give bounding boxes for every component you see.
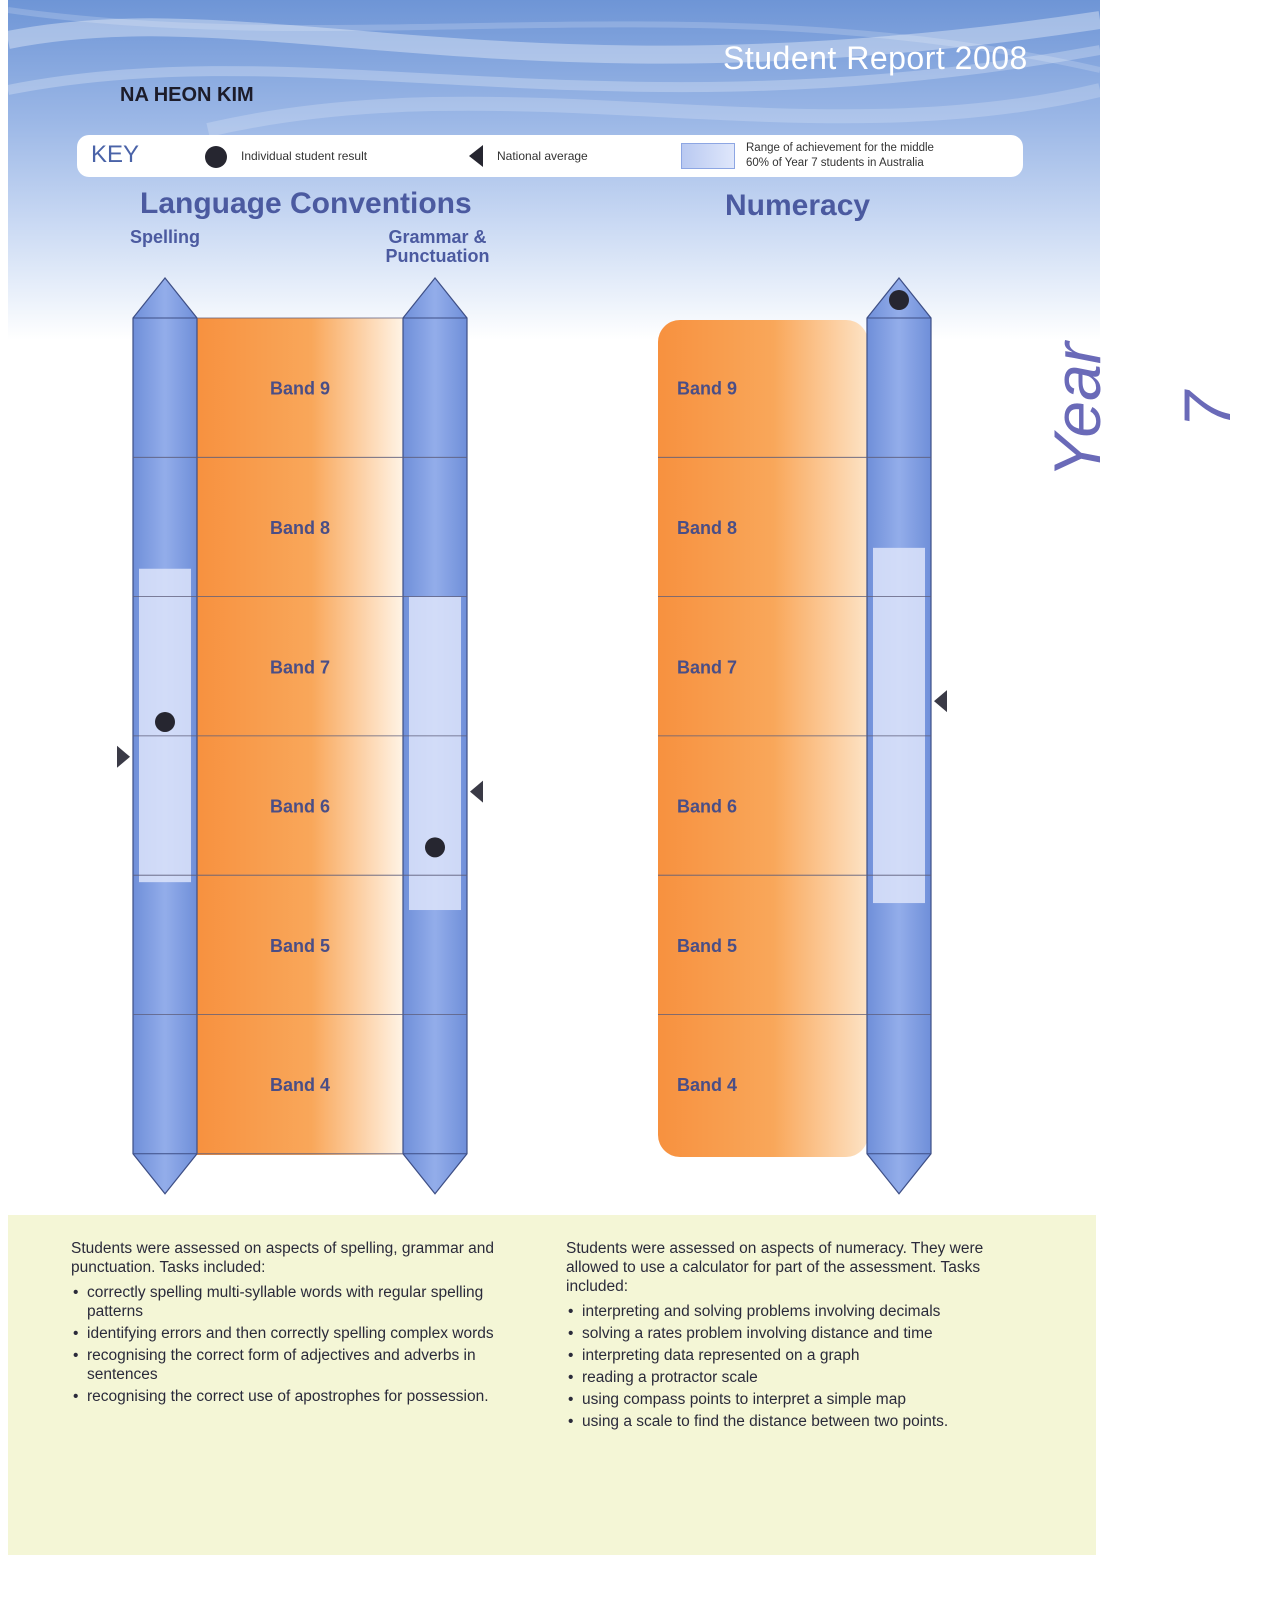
language-band-label: Band 6 (269, 796, 331, 817)
numeracy-national-average-marker (934, 690, 947, 712)
list-item: • recognising the correct form of adjectives and adverbs in sentences (71, 1346, 521, 1384)
key-range-label-line2: 60% of Year 7 students in Australia (746, 157, 924, 169)
grammar-punctuation-national-average-marker (470, 781, 483, 803)
report-title: Student Report 2008 (723, 40, 1028, 76)
language-description (71, 1239, 521, 1409)
numeracy-description (566, 1239, 1016, 1434)
language-description-intro: Students were assessed on aspects of spelling, grammar and punctuation. Tasks included: (71, 1240, 495, 1276)
key-title: KEY (91, 141, 140, 168)
numeracy-student-result-dot (889, 290, 909, 310)
numeracy-title: Numeracy (725, 189, 871, 222)
numeracy-middle-range (873, 548, 925, 903)
list-item: • using a scale to find the distance between two points. (566, 1412, 1016, 1431)
spelling-label: Spelling (129, 227, 200, 247)
grammar-label-line1: Grammar & (388, 227, 487, 247)
list-item: • correctly spelling multi-syllable words with regular spelling patterns (71, 1283, 521, 1321)
grammar-label-line2: Punctuation (385, 246, 490, 266)
numeracy-band-label: Band 4 (676, 1075, 738, 1096)
grammar-punctuation-middle-range (409, 597, 461, 910)
list-item: • solving a rates problem involving distance and time (566, 1324, 1016, 1343)
grammar-punctuation-student-result-dot (425, 837, 445, 857)
numeracy-band-label: Band 5 (676, 935, 738, 956)
list-item: • recognising the correct use of apostrophes for possession. (71, 1387, 521, 1406)
spelling-student-result-dot (155, 712, 175, 732)
numeracy-band-label: Band 9 (676, 378, 738, 399)
language-band-label: Band 5 (269, 935, 331, 956)
numeracy-band-label: Band 8 (676, 517, 738, 538)
language-band-area (196, 318, 406, 1155)
key-national-label: National average (497, 149, 588, 163)
language-conventions-title: Language Conventions (140, 187, 472, 220)
language-band-label: Band 8 (269, 517, 331, 538)
description-panel (8, 1215, 1096, 1555)
numeracy-band-label: Band 6 (676, 796, 738, 817)
language-band-label: Band 7 (269, 657, 331, 678)
student-name: NA HEON KIM (120, 84, 254, 106)
year-level-label: Year 7 (1040, 342, 1244, 478)
numeracy-description-intro: Students were assessed on aspects of numeracy. They were allowed to use a calculator for part of the assessment. Tasks included: (566, 1240, 984, 1295)
spelling-national-average-marker (117, 746, 130, 768)
language-band-label: Band 4 (269, 1075, 331, 1096)
language-band-label: Band 9 (269, 378, 331, 399)
list-item: • interpreting and solving problems involving decimals (566, 1302, 1016, 1321)
list-item: • identifying errors and then correctly spelling complex words (71, 1324, 521, 1343)
numeracy-band-label: Band 7 (676, 657, 738, 678)
list-item: • reading a protractor scale (566, 1368, 1016, 1387)
key-individual-label: Individual student result (241, 149, 368, 163)
list-item: • using compass points to interpret a simple map (566, 1390, 1016, 1409)
list-item: • interpreting data represented on a graph (566, 1346, 1016, 1365)
numeracy-band-area (658, 320, 868, 1157)
key-range-label-line1: Range of achievement for the middle (746, 142, 934, 154)
